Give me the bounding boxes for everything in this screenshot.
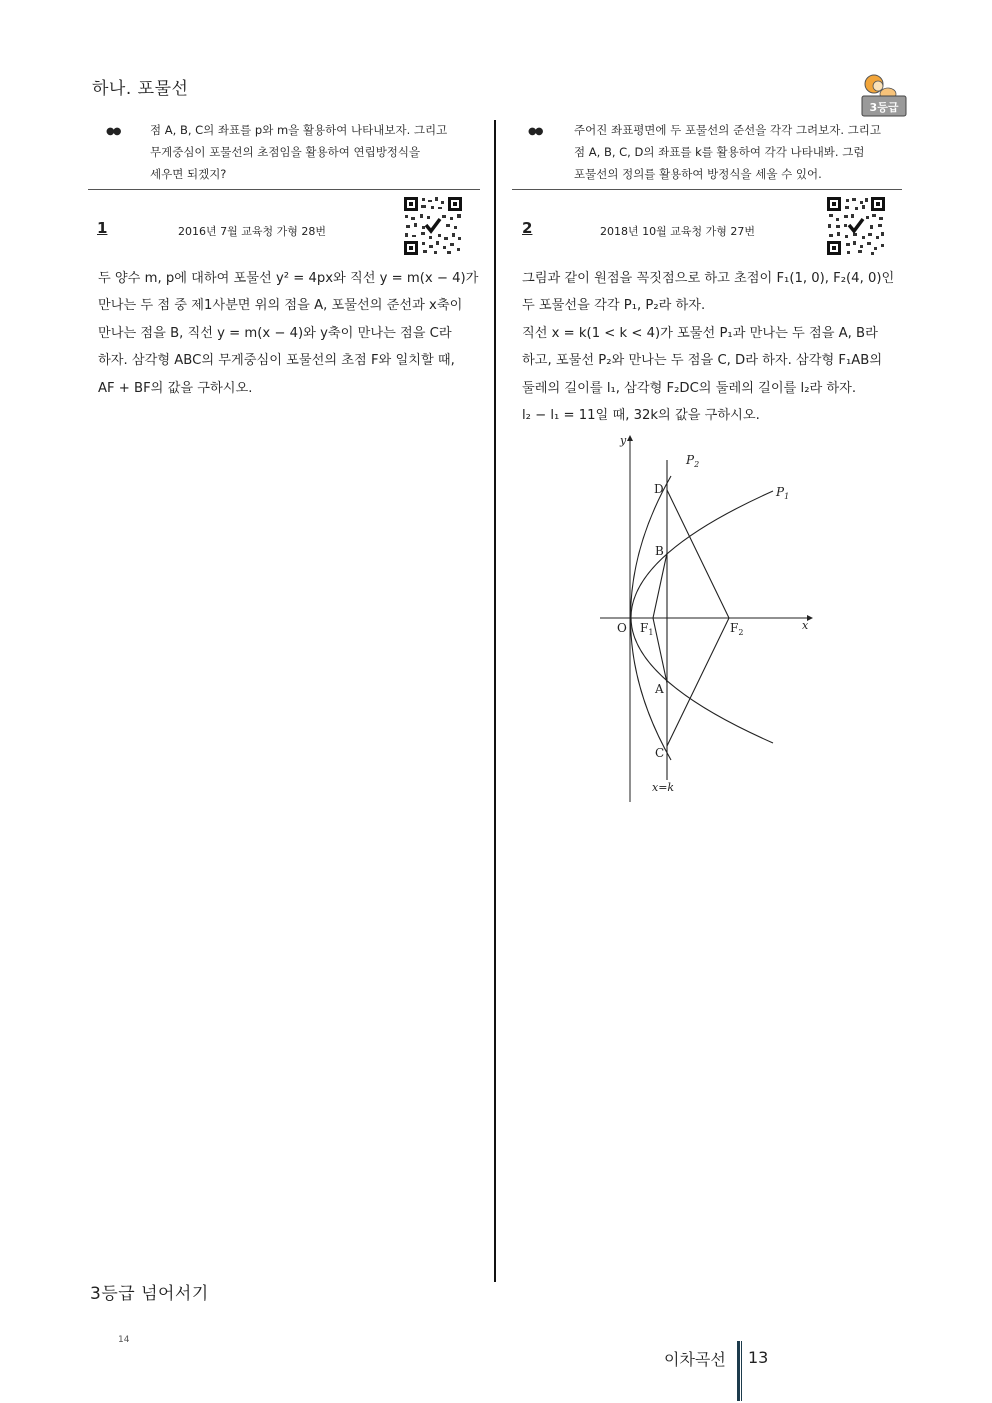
- hint-divider-left: [88, 189, 480, 190]
- eyes-icon: ●●: [106, 126, 120, 137]
- hint-left: 점 A, B, C의 좌표를 p와 m을 활용하여 나타내보자. 그리고 무게중심이 포물선의 초점임을 활용하여 연립방정식을 세우면 되겠지?: [150, 123, 448, 181]
- problem-number: 2: [522, 219, 533, 237]
- point-b-label: B: [655, 544, 664, 558]
- x-axis-label: x: [802, 619, 809, 632]
- svg-text:P1: [775, 485, 789, 501]
- page-number: 13: [748, 1348, 769, 1367]
- f2-label: F: [730, 621, 739, 635]
- parabola-figure: [590, 430, 830, 810]
- point-d-label: D: [654, 482, 664, 496]
- p2-subscript: 2: [694, 460, 700, 469]
- problem-source: 2018년 10월 교육청 가형 27번: [600, 225, 755, 238]
- hint-right: 주어진 좌표평면에 두 포물선의 준선을 각각 그려보자. 그리고 점 A, B, C, D의 좌표를 k를 활용하여 각각 나타내봐. 그럼 포물선의 정의를 활용하여 방정식을 세울 수 있어.: [574, 123, 881, 181]
- f1-label: F: [640, 621, 649, 635]
- column-divider: [494, 120, 496, 1282]
- problem-2-text: 그림과 같이 원점을 꼭짓점으로 하고 초점이 F₁(1, 0), F₂(4, 0)인 두 포물선을 각각 P₁, P₂라 하자. 직선 x = k(1 < k < 4)가 포물선 P₁과 만나는 두 점을 A, B라 하고, 포물선 P₂와 만나는 두 점을 C, D라 하자. 삼각형 F₁AB의 둘레의 길이를 l₁, 삼각형 F₂DC의 둘레의 길이를 l₂라 하자. l₂ − l₁ = 11일 때, 32k의 값을 구하시오.: [522, 271, 895, 424]
- f2-subscript: 2: [738, 628, 744, 637]
- y-axis-label: y: [620, 434, 627, 447]
- p2-label: P: [686, 453, 695, 467]
- footer-bar: [737, 1341, 740, 1401]
- svg-text:P2: [685, 453, 699, 469]
- badge-label: 3등급: [869, 101, 899, 114]
- problem-number: 1: [97, 219, 108, 237]
- p1-label: P: [776, 485, 785, 499]
- problem-1-text: 두 양수 m, p에 대하여 포물선 y² = 4px와 직선 y = m(x − 4)가 만나는 두 점 중 제1사분면 위의 점을 A, 포물선의 준선과 x축이 만나는 점을 B, 직선 y = m(x − 4)와 y축이 만나는 점을 C라 하자. 삼각형 ABC의 무게중심이 포물선의 초점 F와 일치할 때, AF + BF의 값을 구하시오.: [98, 271, 479, 396]
- origin-label: O: [617, 621, 627, 635]
- level-badge: [858, 72, 908, 118]
- f1-subscript: 1: [648, 628, 654, 637]
- running-title: 이차곡선: [664, 1350, 726, 1369]
- section-title: 3등급 넘어서기: [90, 1284, 209, 1304]
- eyes-icon: ●●: [528, 126, 542, 137]
- line-label: x=k: [652, 781, 675, 794]
- point-c-label: C: [655, 746, 665, 760]
- problem-source: 2016년 7월 교육청 가형 28번: [178, 225, 326, 238]
- svg-text:F1: [640, 621, 653, 637]
- svg-text:F2: [730, 621, 743, 637]
- small-page-number: 14: [118, 1335, 130, 1345]
- chapter-title: 하나. 포물선: [92, 79, 189, 99]
- qr-code-icon[interactable]: [402, 195, 464, 257]
- hint-divider-right: [512, 189, 902, 190]
- p1-subscript: 1: [784, 492, 790, 501]
- qr-code-icon[interactable]: [825, 195, 887, 257]
- parabola-p1: [631, 491, 773, 743]
- point-a-label: A: [655, 682, 664, 696]
- footer-bar-thin: [741, 1341, 742, 1401]
